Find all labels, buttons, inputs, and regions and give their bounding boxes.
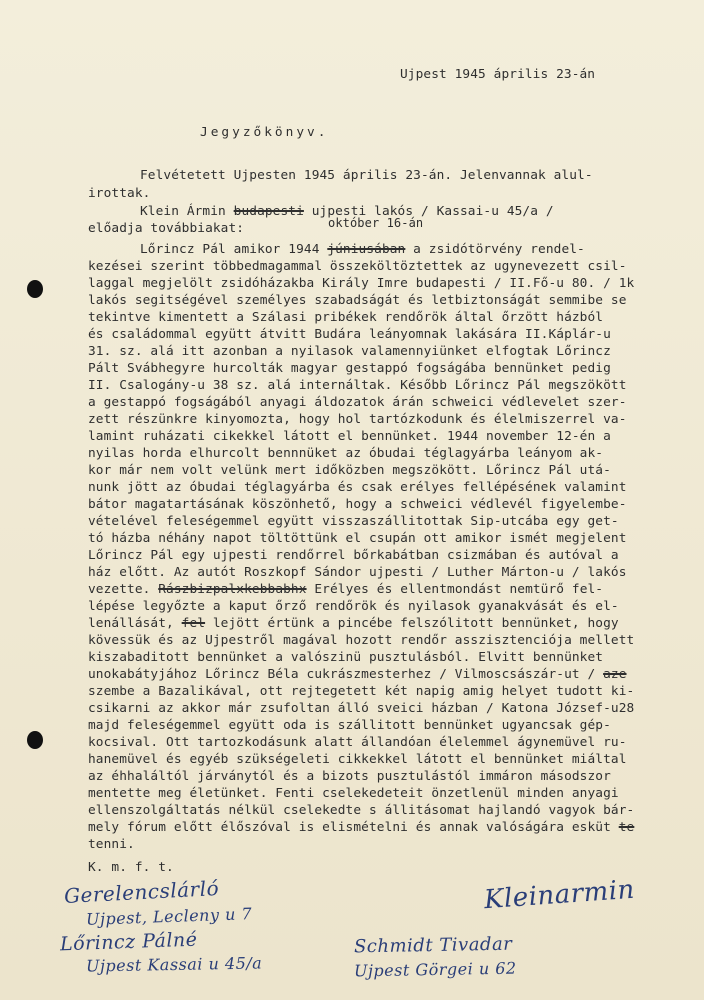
body-line: nunk jött az óbudai téglagyárba és csak erélyes fellépésének valamint	[88, 480, 627, 495]
body-line: csikarni az akkor már zsufoltan álló sveici házban / Katona József-u28	[88, 701, 635, 716]
body-line: az éhhaláltól járványtól és a bizots pusztulástól immáron másodszor	[88, 769, 611, 784]
struck-text: Rászbizpalxkebbabhx	[158, 582, 307, 597]
document-title: Jegyzőkönyv.	[200, 125, 329, 140]
body-line: mely fórum előtt élőszóval is elismételni és annak valóságára esküt te	[88, 820, 635, 835]
body-line: tenni.	[88, 837, 135, 852]
body-line: kezései szerint többedmagammal összeköltöztettek az ugynevezett csil-	[88, 259, 627, 274]
witness-2-address: Ujpest Kassai u 45/a	[85, 953, 263, 976]
date-line: Ujpest 1945 április 23-án	[400, 67, 596, 82]
witness-3-address: Ujpest Görgei u 62	[353, 958, 517, 981]
struck-text: budapesti	[233, 204, 304, 219]
intro-line-2: irottak.	[88, 186, 151, 201]
body-line: a gestappó fogságából anyagi áldozatok árán schweici védlevelet szer-	[88, 395, 627, 410]
body-line: lamint ruházati cikekkel látott el bennünket. 1944 november 12-én a	[88, 429, 611, 444]
insertion-above: október 16-án	[328, 216, 424, 230]
signature-witness-1: Gerelencslárló	[63, 875, 220, 909]
body-line: lakós segitségével személyes szabadságát és letbiztonságát semmibe se	[88, 293, 627, 308]
body-line: 31. sz. alá itt azonban a nyilasok valamennyiünket elfogtak Lőrincz	[88, 344, 611, 359]
struck-text: te	[618, 820, 635, 835]
body-line: Lőrincz Pál amikor 1944 júniusában a zsidótörvény rendel-	[140, 242, 585, 257]
signature-witness-2: Lőrincz Pálné	[59, 928, 198, 956]
intro-line-4: előadja továbbiakat:	[88, 221, 245, 236]
body-line: lenállását, fel lejött értünk a pincébe felszólitott bennünket, hogy	[88, 616, 619, 631]
intro-line-1: Felvétetett Ujpesten 1945 április 23-án. Jelenvannak alul-	[140, 168, 593, 183]
body-line: tekintve kimentett a Szálasi pribékek rendőrök által őrzött házból	[88, 310, 604, 325]
body-line: nyilas horda elhurcolt bennnüket az óbudai téglagyárba leányom ak-	[88, 446, 604, 461]
body-line: és családommal együtt átvitt Budára leányomnak lakására II.Káplár-u	[88, 327, 611, 342]
body-line: vezette. Rászbizpalxkebbabhx Erélyes és ellentmondást nemtürő fel-	[88, 582, 604, 597]
body-line: lépése legyőzte a kaput őrző rendőrök és nyilasok gyanakvását és el-	[88, 599, 619, 614]
body-line: unokabátyjához Lőrincz Béla cukrászmesterhez / Vilmoscsászár-ut / aze	[88, 667, 627, 682]
body-line: majd feleségemmel együtt oda is szállitott bennünket ugyancsak gép-	[88, 718, 611, 733]
signature-klein: Kleinarmin	[483, 874, 636, 916]
body-line: kövessük és az Ujpestről magával hozott rendőr asszisztenciója mellett	[88, 633, 635, 648]
body-line: kocsival. Ott tartozkodásunk alatt állandóan élelemmel ágynemüvel ru-	[88, 735, 627, 750]
struck-text: fel	[181, 616, 206, 631]
struck-text: júniusában	[327, 242, 406, 257]
body-line: mentette meg életünket. Fenti cselekedeteit önzetlenül minden anyagi	[88, 786, 619, 801]
body-line: Lőrincz Pál egy ujpesti rendőrrel bőrkabátban csizmában és autóval a	[88, 548, 619, 563]
body-line: ellenszolgáltatás nélkül cselekedte s állitásomat hajlandó vagyok bár-	[88, 803, 635, 818]
body-line: kor már nem volt velünk mert időközben megszökött. Lőrincz Pál utá-	[88, 463, 611, 478]
witness-1-address: Ujpest, Lecleny u 7	[85, 904, 253, 929]
body-line: II. Csalogány-u 38 sz. alá internáltak. Később Lőrincz Pál megszökött	[88, 378, 627, 393]
intro-line-3: Klein Ármin budapesti ujpesti lakós / Kassai-u 45/a /	[140, 204, 554, 219]
body-line: bátor magatartásának köszönhető, hogy a schweici védlevél figyelembe-	[88, 497, 627, 512]
body-line: zett részünkre kinyomozta, hogy hol tartózkodunk és élelmiszerrel va-	[88, 412, 627, 427]
body-line: Pált Svábhegyre hurcolták magyar gestappó fogságába bennünket pedig	[88, 361, 611, 376]
body-line: kiszabaditott bennünket a valószinü pusztulásból. Elvitt bennünket	[88, 650, 604, 665]
punch-hole-top	[27, 280, 43, 298]
kmft-abbrev: K. m. f. t.	[88, 860, 174, 875]
body-line: laggal megjelölt zsidóházakba Király Imre budapesti / II.Fő-u 80. / 1k	[88, 276, 635, 291]
body-line: szembe a Bazalikával, ott rejtegetett két napig amig helyet tudott ki-	[88, 684, 635, 699]
struck-text: aze	[603, 667, 627, 682]
punch-hole-bottom	[27, 731, 43, 749]
body-line: vételével feleségemmel együtt visszaszállitottak Sip-utcába egy get-	[88, 514, 619, 529]
body-line: tó házba néhány napot töltöttünk el csupán ott amikor ismét megjelent	[88, 531, 627, 546]
body-line: hanemüvel és egyéb szükségeleti cikkekkel látott el bennünket miáltal	[88, 752, 627, 767]
body-line: ház előtt. Az autót Roszkopf Sándor ujpesti / Luther Márton-u / lakós	[88, 565, 627, 580]
signature-witness-3: Schmidt Tivadar	[353, 933, 513, 958]
